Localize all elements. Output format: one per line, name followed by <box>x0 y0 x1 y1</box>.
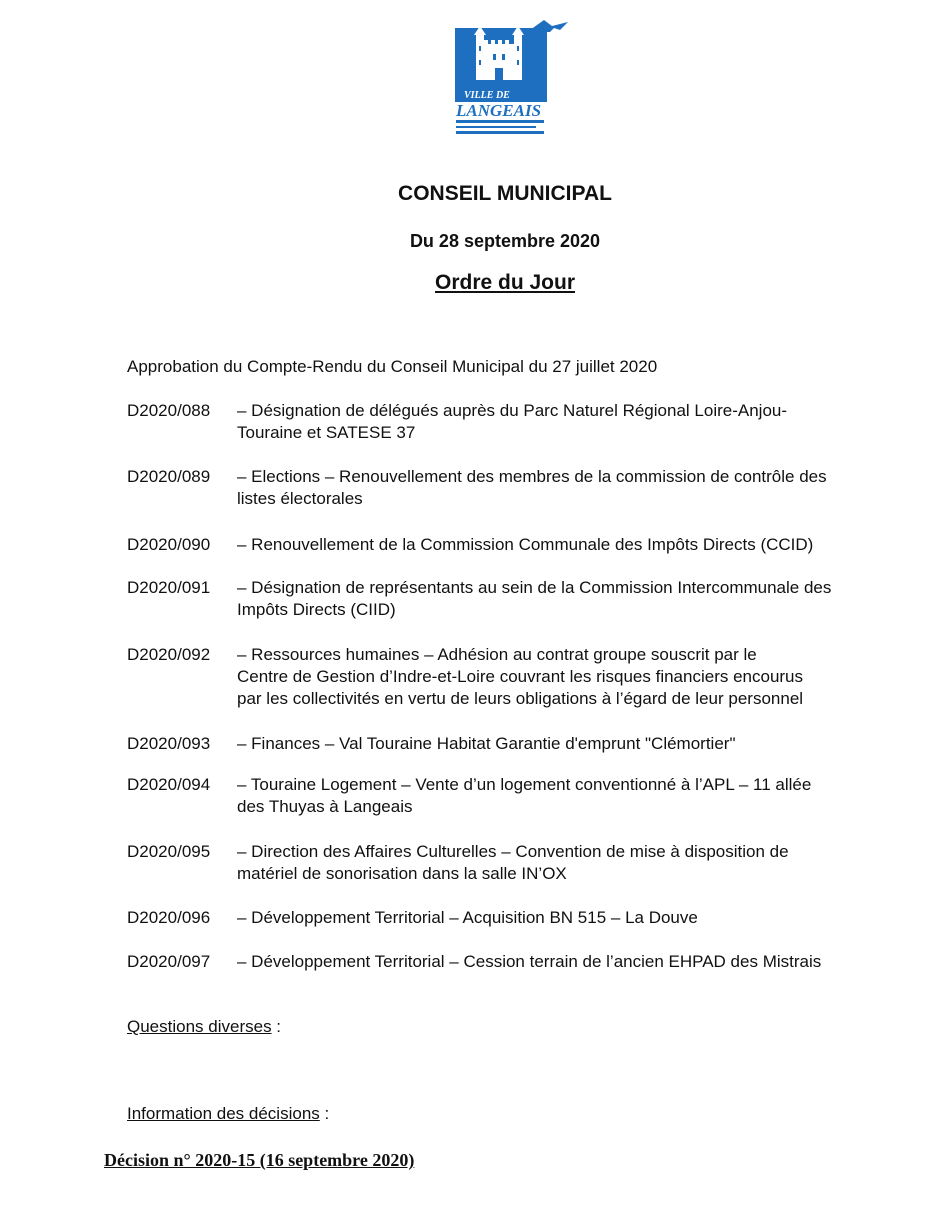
agenda-item-code: D2020/088 <box>127 401 211 420</box>
agenda-item <box>127 644 897 710</box>
agenda-item-first-line <box>127 951 897 973</box>
decision-heading: Décision n° 2020-15 (16 septembre 2020) <box>104 1150 415 1170</box>
logo-text-line2: LANGEAIS <box>456 101 542 120</box>
agenda-item <box>127 951 897 973</box>
agenda-item <box>127 841 897 885</box>
agenda-item-first-line <box>127 774 897 796</box>
agenda-item <box>127 400 897 444</box>
questions-diverses <box>127 1017 281 1037</box>
agenda-item-first-line <box>127 841 897 863</box>
agenda-item-first-line <box>127 644 897 666</box>
agenda-item-continuation: par les collectivités en vertu de leurs obligations à l’égard de leur personnel <box>237 689 804 708</box>
agenda-item <box>127 774 897 818</box>
agenda-item-code: D2020/090 <box>127 535 211 554</box>
agenda-item-text: – Elections – Renouvellement des membres de la commission de contrôle des <box>237 467 827 486</box>
questions-suffix: : <box>271 1017 282 1036</box>
agenda-item-text: – Finances – Val Touraine Habitat Garantie d'emprunt "Clémortier" <box>237 734 736 753</box>
agenda-item-continuation: Touraine et SATESE 37 <box>237 423 416 442</box>
agenda-item-code: D2020/096 <box>127 908 211 927</box>
agenda-item-code: D2020/094 <box>127 775 211 794</box>
agenda-item-continuation: des Thuyas à Langeais <box>237 797 413 816</box>
agenda-item-text: – Désignation de représentants au sein de la Commission Intercommunale des <box>237 578 832 597</box>
agenda-item-first-line <box>127 907 897 929</box>
agenda-item-continuation: matériel de sonorisation dans la salle IN’OX <box>237 864 567 883</box>
agenda-item-code: D2020/091 <box>127 578 211 597</box>
information-label: Information des décisions <box>127 1104 320 1123</box>
agenda-item <box>127 733 897 755</box>
agenda-item <box>127 466 897 510</box>
agenda-item-text: – Développement Territorial – Cession terrain de l’ancien EHPAD des Mistrais <box>237 952 822 971</box>
agenda-item-first-line <box>127 733 897 755</box>
agenda-item <box>127 534 897 556</box>
agenda-item-code: D2020/097 <box>127 952 211 971</box>
agenda-item-continuation: listes électorales <box>237 489 363 508</box>
meeting-date: Du 28 septembre 2020 <box>409 231 601 251</box>
agenda-item-code: D2020/093 <box>127 734 211 753</box>
agenda-item-code: D2020/089 <box>127 467 211 486</box>
agenda-item-text: – Ressources humaines – Adhésion au contrat groupe souscrit par le <box>237 645 757 664</box>
information-decisions <box>127 1104 329 1124</box>
agenda-item-text: – Désignation de délégués auprès du Parc Naturel Régional Loire-Anjou- <box>237 401 788 420</box>
agenda-item-first-line <box>127 534 897 556</box>
agenda-item-text: – Développement Territorial – Acquisition BN 515 – La Douve <box>237 908 698 927</box>
agenda-item-text: – Renouvellement de la Commission Communale des Impôts Directs (CCID) <box>237 535 814 554</box>
agenda-item-continuation: Centre de Gestion d’Indre-et-Loire couvrant les risques financiers encourus <box>237 667 804 686</box>
questions-label: Questions diverses <box>127 1017 272 1036</box>
agenda-item-text: – Touraine Logement – Vente d’un logement conventionné à l’APL – 11 allée <box>237 775 812 794</box>
agenda-item-first-line <box>127 400 897 422</box>
approval-line: Approbation du Compte-Rendu du Conseil Municipal du 27 juillet 2020 <box>127 357 658 376</box>
logo-text-line1: VILLE DE <box>464 90 510 101</box>
agenda-item-first-line <box>127 466 897 488</box>
agenda-item <box>127 907 897 929</box>
agenda-item-text: – Direction des Affaires Culturelles – Convention de mise à disposition de <box>237 842 789 861</box>
information-suffix: : <box>319 1104 330 1123</box>
agenda-item-continuation: Impôts Directs (CIID) <box>237 600 396 619</box>
agenda-item-code: D2020/092 <box>127 645 211 664</box>
document-title: CONSEIL MUNICIPAL <box>398 182 612 205</box>
ville-de-langeais-logo <box>452 20 568 136</box>
agenda-item <box>127 577 897 621</box>
agenda-title: Ordre du Jour <box>434 271 576 294</box>
agenda-item-first-line <box>127 577 897 599</box>
agenda-item-code: D2020/095 <box>127 842 211 861</box>
